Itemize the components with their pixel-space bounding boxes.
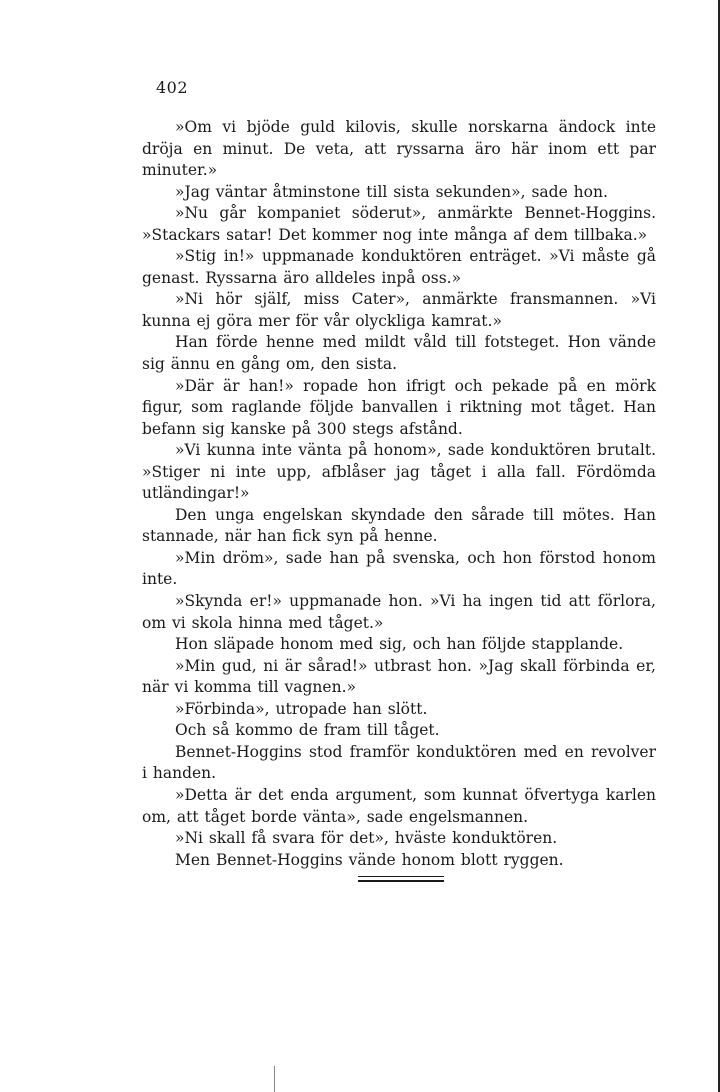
divider-rule-top bbox=[358, 876, 444, 877]
paragraph: Den unga engelskan skyndade den sårade till mötes. Han stannade, när han fick syn på henne. bbox=[142, 505, 656, 546]
paragraph: »Nu går kompaniet söderut», anmärkte Bennet-Hoggins. »Stackars satar! Det kommer nog inte många af dem tillbaka.» bbox=[142, 204, 656, 244]
paragraph: »Vi kunna inte vänta på honom», sade konduktören brutalt. »Stiger ni inte upp, afblåser jag tåget i alla fall. Fördömda utländingar!» bbox=[142, 441, 656, 503]
section-divider bbox=[358, 876, 444, 885]
paragraph: »Förbinda», utropade han slött. bbox=[175, 699, 428, 718]
paragraph: »Min dröm», sade han på svenska, och hon förstod honom inte. bbox=[142, 548, 656, 589]
paragraph: »Ni hör själf, miss Cater», anmärkte fransmannen. »Vi kunna ej göra mer för vår olyckliga kamrat.» bbox=[142, 290, 656, 330]
paragraph: »Skynda er!» uppmanade hon. »Vi ha ingen tid att förlora, om vi skola hinna med tåget.» bbox=[142, 592, 656, 632]
paragraph: »Detta är det enda argument, som kunnat öfvertyga karlen om, att tåget borde vänta», sade engelsmannen. bbox=[142, 785, 656, 826]
paragraph: »Jag väntar åtminstone till sista sekunden», sade hon. bbox=[175, 182, 608, 201]
paragraph: »Där är han!» ropade hon ifrigt och pekade på en mörk figur, som raglande följde banvallen i riktning mot tåget. Han befann sig kanske på 300 stegs afstånd. bbox=[142, 376, 656, 438]
paragraph: Och så kommo de fram till tåget. bbox=[175, 721, 440, 740]
paragraph: »Om vi bjöde guld kilovis, skulle norskarna ändock inte dröja en minut. De veta, att ryssarna äro här inom ett par minuter.» bbox=[142, 118, 656, 180]
paragraph: »Stig in!» uppmanade konduktören enträget. »Vi måste gå genast. Ryssarna äro alldeles inpå oss.» bbox=[142, 247, 656, 287]
paragraph: Bennet-Hoggins stod framför konduktören med en revolver i handen. bbox=[142, 742, 656, 783]
paragraph: Men Bennet-Hoggins vände honom blott ryggen. bbox=[175, 850, 564, 869]
paragraph: »Min gud, ni är sårad!» utbrast hon. »Jag skall förbinda er, när vi komma till vagnen.» bbox=[142, 656, 656, 697]
body-text bbox=[142, 117, 656, 871]
divider-rule-bottom bbox=[358, 880, 444, 881]
paragraph: Hon släpade honom med sig, och han följde stapplande. bbox=[175, 635, 624, 654]
page-number: 402 bbox=[156, 78, 189, 97]
paragraph: »Ni skall få svara för det», hväste konduktören. bbox=[175, 829, 558, 848]
paragraph: Han förde henne med mildt våld till fotsteget. Hon vände sig ännu en gång om, den sista. bbox=[142, 333, 656, 374]
scan-gutter-line bbox=[274, 1066, 275, 1092]
